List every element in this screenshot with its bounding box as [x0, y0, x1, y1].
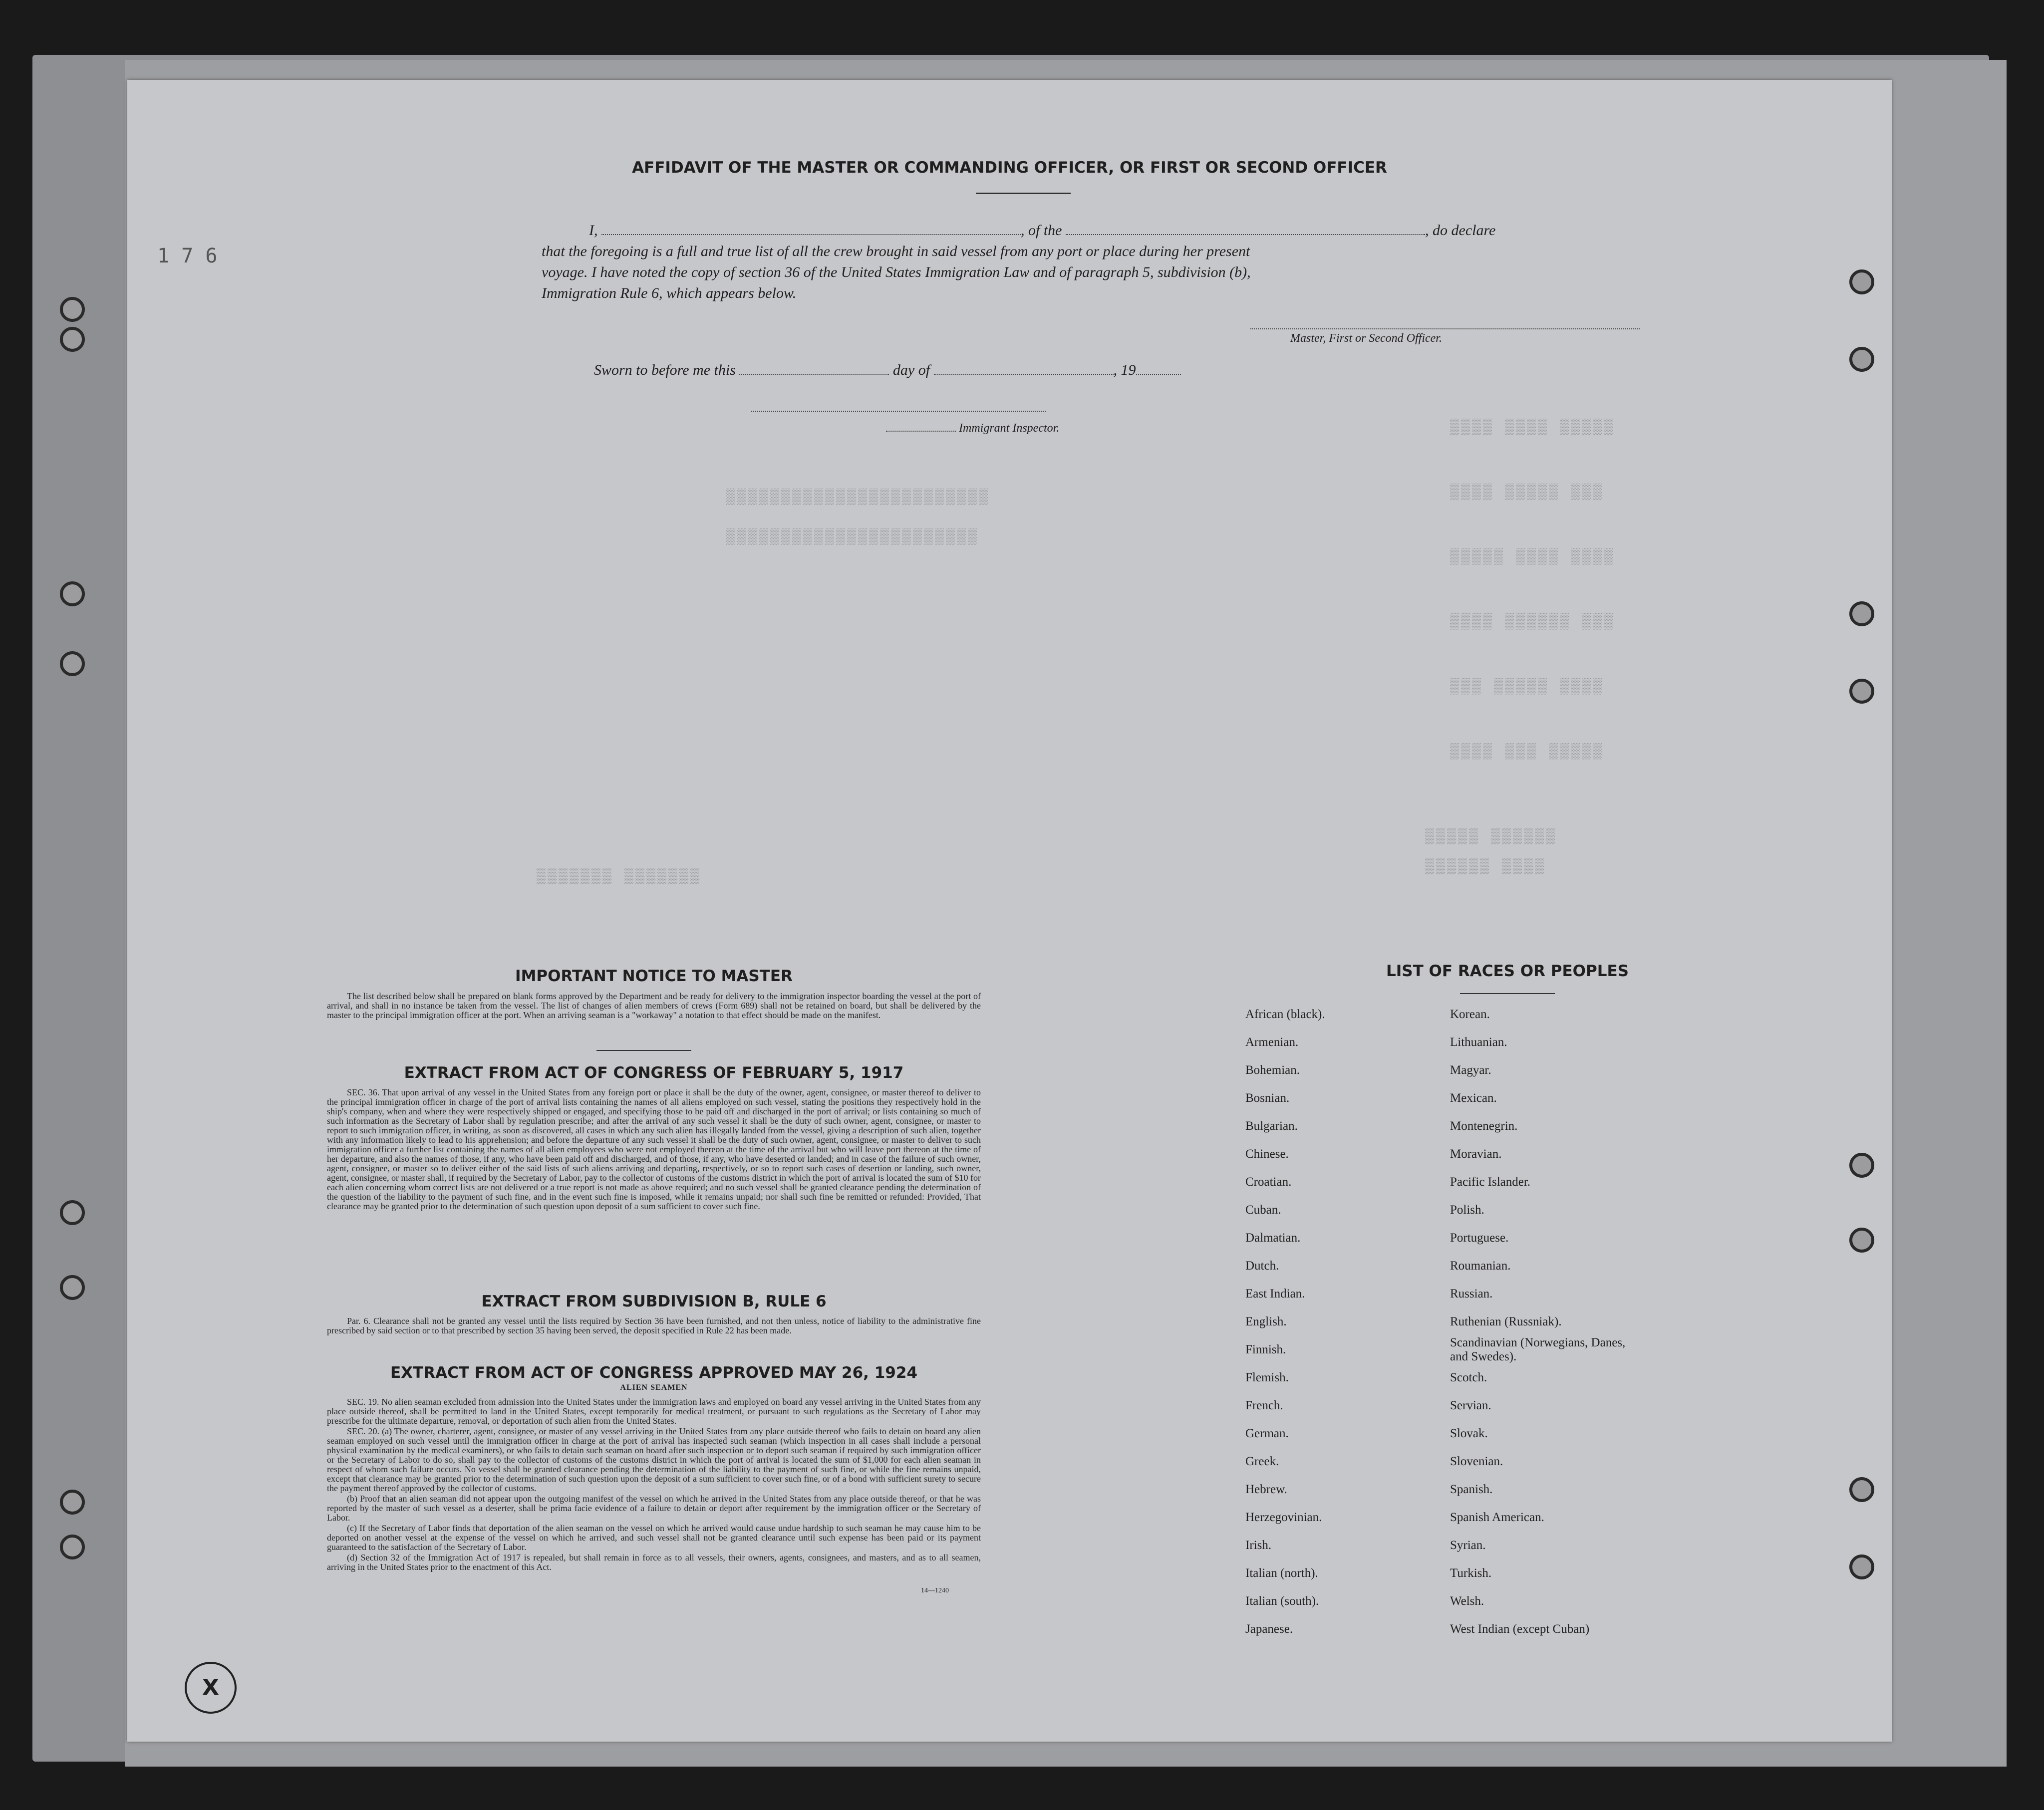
- binder-hole-icon: [1849, 1554, 1874, 1579]
- race-item: West Indian (except Cuban): [1450, 1622, 1590, 1636]
- binder-hole-icon: [1849, 679, 1874, 704]
- race-item: Magyar.: [1450, 1063, 1491, 1077]
- race-item: Turkish.: [1450, 1566, 1492, 1580]
- race-item: Roumanian.: [1450, 1259, 1511, 1273]
- bleed-through-text: ▒▒▒▒ ▒▒▒▒ ▒▒▒▒▒: [1450, 419, 1615, 436]
- race-item: Slovak.: [1450, 1427, 1488, 1440]
- binder-hole-icon: [60, 1490, 85, 1515]
- race-item: Scandinavian (Norwegians, Danes, and Swedes).: [1450, 1336, 1626, 1363]
- race-item: Korean.: [1450, 1008, 1490, 1021]
- race-item: Italian (south).: [1245, 1594, 1319, 1608]
- margin-mark: 1 7 6: [157, 245, 218, 267]
- binder-hole-icon: [1849, 1153, 1874, 1178]
- race-item: East Indian.: [1245, 1287, 1305, 1300]
- bleed-through-text: ▒▒▒▒ ▒▒▒ ▒▒▒▒▒: [1450, 744, 1604, 761]
- race-item: Chinese.: [1245, 1147, 1289, 1161]
- binder-hole-icon: [1849, 1228, 1874, 1253]
- race-item: Slovenian.: [1450, 1455, 1503, 1468]
- binder-hole-icon: [1849, 1477, 1874, 1502]
- races-divider: [1460, 993, 1555, 994]
- race-item: Japanese.: [1245, 1622, 1293, 1636]
- extract-1917-text: SEC. 36. That upon arrival of any vessel in the United States from any foreign port or place it shall be the duty of the owner, agent, consignee, or master thereof to deliver to the principal immigration officer in charge of the port of arrival lists containing the names of all aliens employed on such vessel, stating the positions they respectively hold in the ship's company, when and where they were respectively shipped or engaged, and specifying those to be paid off and discharged in the port of arrival; or lists containing so much of such information as the Secretary of Labor shall by regulation prescribe; and after the arrival of any such vessel it shall be the duty of such owner, agent, consignee, or master to report to such immigration officer, in writing, as soon as discovered, all cases in which any such alien has illegally landed from the vessel, giving a description of such alien, together with any information likely to lead to his apprehension; and before the departure of any such vessel it shall be the duty of such owner, agent, consignee, or master to deliver to such immigration officer a further list containing the names of all alien employees who were not employed thereon at the time of the arrival but who will leave port thereon at the time of her departure, and also the names of those, if any, who have been paid off and discharged, and of those, if any, who have deserted or landed; and in case of the failure of such owner, agent, consignee, or master so to deliver either of the said lists of such aliens arriving and departing, respectively, or so to report such cases of desertion or landing, such owner, agent, consignee, or master shall, if required by the Secretary of Labor, pay to the collector of customs of the customs district in which the port of arrival is located the sum of $10 for each alien concerning whom correct lists are not delivered or a true report is not made as above required; and no such vessel shall be granted clearance pending the determination of the question of the liability to the payment of such fine, and in the event such fine is imposed, while it remains unpaid; nor shall such fine be remitted or refunded: Provided, That clearance may be granted prior to the determination of such question upon deposit of a sum sufficient to cover such fine.: [327, 1087, 981, 1211]
- race-item: Spanish.: [1450, 1483, 1493, 1496]
- race-item: English.: [1245, 1315, 1287, 1328]
- race-item: Croatian.: [1245, 1175, 1292, 1189]
- race-item: Spanish American.: [1450, 1511, 1544, 1524]
- sworn-line: Sworn to before me this day of , 19: [594, 362, 1181, 379]
- binder-hole-icon: [60, 1535, 85, 1559]
- race-item: Syrian.: [1450, 1539, 1486, 1552]
- race-item: Ruthenian (Russniak).: [1450, 1315, 1562, 1328]
- inspector-label: Immigrant Inspector.: [886, 422, 1059, 435]
- race-item: Herzegovinian.: [1245, 1511, 1322, 1524]
- race-item: Armenian.: [1245, 1035, 1299, 1049]
- race-item: Welsh.: [1450, 1594, 1484, 1608]
- affidavit-line-3: voyage. I have noted the copy of section 36 of the United States Immigration Law and of paragraph 5, subdivision (b),: [542, 264, 1251, 280]
- affidavit-line-1: I, , of the , do declare: [589, 222, 1496, 239]
- extract-1917-title: EXTRACT FROM ACT OF CONGRESS OF FEBRUARY 5, 1917: [404, 1064, 904, 1082]
- alien-seamen-subtitle: ALIEN SEAMEN: [620, 1383, 688, 1392]
- binder-hole-icon: [60, 1200, 85, 1225]
- bleed-through-text: ▒▒▒▒▒▒ ▒▒▒▒: [1425, 858, 1546, 875]
- race-item: Dalmatian.: [1245, 1231, 1301, 1245]
- race-item: Polish.: [1450, 1203, 1484, 1217]
- race-item: Hebrew.: [1245, 1483, 1287, 1496]
- race-item: Cuban.: [1245, 1203, 1281, 1217]
- race-item: Portuguese.: [1450, 1231, 1509, 1245]
- bleed-through-text: ▒▒▒▒ ▒▒▒▒▒▒ ▒▒▒: [1450, 614, 1615, 631]
- archive-stamp-icon: X: [185, 1662, 237, 1714]
- binder-hole-icon: [60, 1275, 85, 1300]
- signature-label: Master, First or Second Officer.: [1290, 332, 1442, 345]
- race-item: Italian (north).: [1245, 1566, 1318, 1580]
- bleed-through-text: ▒▒▒▒▒▒▒ ▒▒▒▒▒▒▒: [537, 868, 702, 885]
- race-item: Irish.: [1245, 1539, 1272, 1552]
- race-item: Servian.: [1450, 1399, 1491, 1412]
- inspector-signature-line: [751, 407, 1046, 412]
- races-column-2: [1450, 1001, 1630, 1643]
- race-item: Moravian.: [1450, 1147, 1502, 1161]
- signature-line: [1250, 324, 1640, 329]
- binder-hole-icon: [1849, 601, 1874, 626]
- notice-text: The list described below shall be prepared on blank forms approved by the Department and be ready for delivery to the immigration inspector boarding the vessel at the port of arrival, and shall in no instance be taken from the vessel. The list of changes of alien members of crews (Form 689) shall not be retained on board, but shall be delivered by the master to the principal immigration officer at the port. When an arriving seaman is a "workaway" a notation to that effect should be made on the manifest.: [327, 991, 981, 1020]
- bleed-through-text: ▒▒▒▒▒ ▒▒▒▒▒▒: [1425, 828, 1557, 845]
- binder-hole-icon: [60, 581, 85, 606]
- affidavit-line-2: that the foregoing is a full and true list of all the crew brought in said vessel from any port or place during her present: [542, 243, 1250, 259]
- binder-hole-icon: [1849, 347, 1874, 372]
- race-item: Mexican.: [1450, 1091, 1497, 1105]
- binder-hole-icon: [60, 297, 85, 322]
- race-item: Greek.: [1245, 1455, 1279, 1468]
- binder-hole-icon: [60, 651, 85, 676]
- bleed-through-text: ▒▒▒▒▒ ▒▒▒▒ ▒▒▒▒: [1450, 549, 1615, 566]
- race-item: Flemish.: [1245, 1371, 1289, 1384]
- notice-title: IMPORTANT NOTICE TO MASTER: [515, 967, 793, 985]
- extract-1924-text: SEC. 19. No alien seaman excluded from admission into the United States under the immigration laws and employed on board any vessel arriving in the United States from any place outside thereof, shall be permitted to land in the United States, except temporarily for medical treatment, or pursuant to such regulations as the Secretary of Labor may prescribe for the ultimate departure, removal, or deportation of such alien from the United States. SEC. 20. (a) The owner, charterer, agent, consignee, or master of any vessel arriving in the United States from any place outside thereof who fails to detain on board any alien seaman employed on such vessel until the immigration officer in charge at the port of arrival has inspected such seaman (which inspection in all cases shall include a personal physical examination by the medical examiners), or who fails to detain such seaman on board after such inspection or to deport such seaman if required by such immigration officer or the Secretary of Labor to do so, shall pay to the collector of customs of the customs district in which the port of arrival is located the sum of $1,000 for each alien seaman in respect of whom such failure occurs. No vessel shall be granted clearance pending the determination of the liability to the payment of such fine, or while the fine remains unpaid, except that clearance may be granted prior to the determination of such question upon the deposit of a sum sufficient to cover such fine, or of a bond with sufficient surety to secure the payment thereof approved by the collector of customs. (b) Proof that an alien seaman did not appear upon the outgoing manifest of the vessel on which he arrived in the United States from any place outside thereof, or that he was reported by the master of such vessel as a deserter, shall be prima facie evidence of a failure to detain or deport after requirement by the immigration officer or the Secretary of Labor. (c) If the Secretary of Labor finds that deportation of the alien seaman on the vessel on which he arrived would cause undue hardship to such seaman he may cause him to be deported on another vessel at the expense of the vessel on which he arrived, and such vessel shall not be granted clearance until such expense has been paid or its payment guaranteed to the satisfaction of the Secretary of Labor. (d) Section 32 of the Immigration Act of 1917 is repealed, but shall remain in force as to all vessels, their owners, agents, consignees, and masters, and as to all seamen, arriving in the United States prior to the enactment of this Act.: [327, 1397, 981, 1572]
- form-number: 14—1240: [921, 1587, 949, 1594]
- races-title: LIST OF RACES OR PEOPLES: [1386, 962, 1629, 980]
- race-item: German.: [1245, 1427, 1289, 1440]
- rule6-text: Par. 6. Clearance shall not be granted any vessel until the lists required by Section 36 have been furnished, and not then unless, notice of liability to the administrative fine prescribed by said section or to that prescribed by section 35 having been served, the deposit specified in Rule 22 has been made.: [327, 1316, 981, 1335]
- affidavit-title: AFFIDAVIT OF THE MASTER OR COMMANDING OFFICER, OR FIRST OR SECOND OFFICER: [632, 159, 1387, 177]
- title-divider: [976, 193, 1071, 194]
- race-item: African (black).: [1245, 1008, 1325, 1021]
- bleed-through-text: ▒▒▒▒ ▒▒▒▒▒ ▒▒▒: [1450, 484, 1604, 501]
- race-item: Pacific Islander.: [1450, 1175, 1531, 1189]
- affidavit-line-4: Immigration Rule 6, which appears below.: [542, 285, 797, 301]
- race-item: Montenegrin.: [1450, 1119, 1518, 1133]
- form-page: [127, 80, 1892, 1742]
- bleed-through-text: ▒▒▒▒▒▒▒▒▒▒▒▒▒▒▒▒▒▒▒▒▒▒▒▒: [726, 489, 990, 506]
- race-item: Russian.: [1450, 1287, 1493, 1300]
- section-divider: [596, 1050, 691, 1051]
- bleed-through-text: ▒▒▒▒▒▒▒▒▒▒▒▒▒▒▒▒▒▒▒▒▒▒▒: [726, 529, 979, 546]
- race-item: Dutch.: [1245, 1259, 1279, 1273]
- binder-hole-icon: [60, 327, 85, 352]
- race-item: French.: [1245, 1399, 1283, 1412]
- binder-hole-icon: [1849, 269, 1874, 294]
- extract-1924-title: EXTRACT FROM ACT OF CONGRESS APPROVED MAY 26, 1924: [390, 1364, 918, 1382]
- race-item: Bulgarian.: [1245, 1119, 1298, 1133]
- races-column-1: [1245, 1001, 1325, 1643]
- race-item: Finnish.: [1245, 1343, 1286, 1356]
- race-item: Bosnian.: [1245, 1091, 1290, 1105]
- race-item: Bohemian.: [1245, 1063, 1300, 1077]
- race-item: Lithuanian.: [1450, 1035, 1507, 1049]
- rule6-title: EXTRACT FROM SUBDIVISION B, RULE 6: [481, 1293, 827, 1310]
- race-item: Scotch.: [1450, 1371, 1487, 1384]
- bleed-through-text: ▒▒▒ ▒▒▒▒▒ ▒▒▒▒: [1450, 679, 1604, 696]
